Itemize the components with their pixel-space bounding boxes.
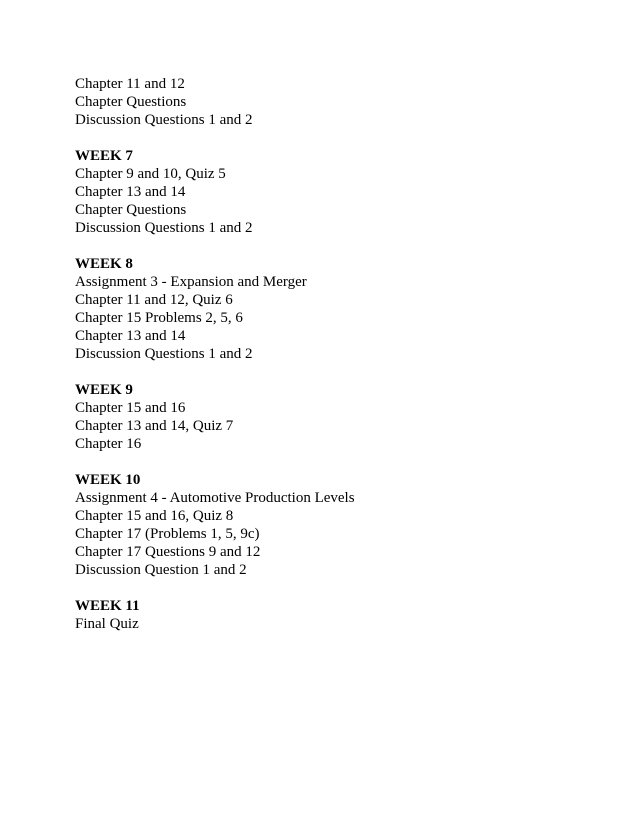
- intro-block: [75, 75, 595, 129]
- week-10-item: Chapter 17 Questions 9 and 12: [75, 544, 261, 560]
- week-9-heading: WEEK 9: [75, 382, 133, 398]
- intro-line: Discussion Questions 1 and 2: [75, 112, 253, 128]
- week-8-item: Chapter 15 Problems 2, 5, 6: [75, 310, 243, 326]
- week-10-item: Assignment 4 - Automotive Production Levels: [75, 490, 355, 506]
- week-7-item: Discussion Questions 1 and 2: [75, 220, 253, 236]
- week-8-item: Assignment 3 - Expansion and Merger: [75, 274, 307, 290]
- week-8-item: Discussion Questions 1 and 2: [75, 346, 253, 362]
- week-10-item: Chapter 15 and 16, Quiz 8: [75, 508, 234, 524]
- week-8-item: Chapter 13 and 14: [75, 328, 186, 344]
- week-11-block: [75, 597, 595, 633]
- intro-line: Chapter Questions: [75, 94, 187, 110]
- week-10-item: Chapter 17 (Problems 1, 5, 9c): [75, 526, 260, 542]
- week-10-item: Discussion Question 1 and 2: [75, 562, 247, 578]
- week-8-block: [75, 255, 595, 363]
- week-7-heading: WEEK 7: [75, 148, 133, 164]
- week-9-item: Chapter 16: [75, 436, 142, 452]
- document-page: [75, 75, 595, 633]
- week-11-heading: WEEK 11: [75, 598, 140, 614]
- week-7-item: Chapter Questions: [75, 202, 187, 218]
- week-9-block: [75, 381, 595, 453]
- intro-line: Chapter 11 and 12: [75, 76, 185, 92]
- week-10-block: [75, 471, 595, 579]
- week-9-item: Chapter 15 and 16: [75, 400, 186, 416]
- week-8-heading: WEEK 8: [75, 256, 133, 272]
- week-7-item: Chapter 9 and 10, Quiz 5: [75, 166, 226, 182]
- week-9-item: Chapter 13 and 14, Quiz 7: [75, 418, 234, 434]
- week-8-item: Chapter 11 and 12, Quiz 6: [75, 292, 233, 308]
- week-10-heading: WEEK 10: [75, 472, 141, 488]
- week-7-block: [75, 147, 595, 237]
- week-7-item: Chapter 13 and 14: [75, 184, 186, 200]
- week-11-item: Final Quiz: [75, 616, 139, 632]
